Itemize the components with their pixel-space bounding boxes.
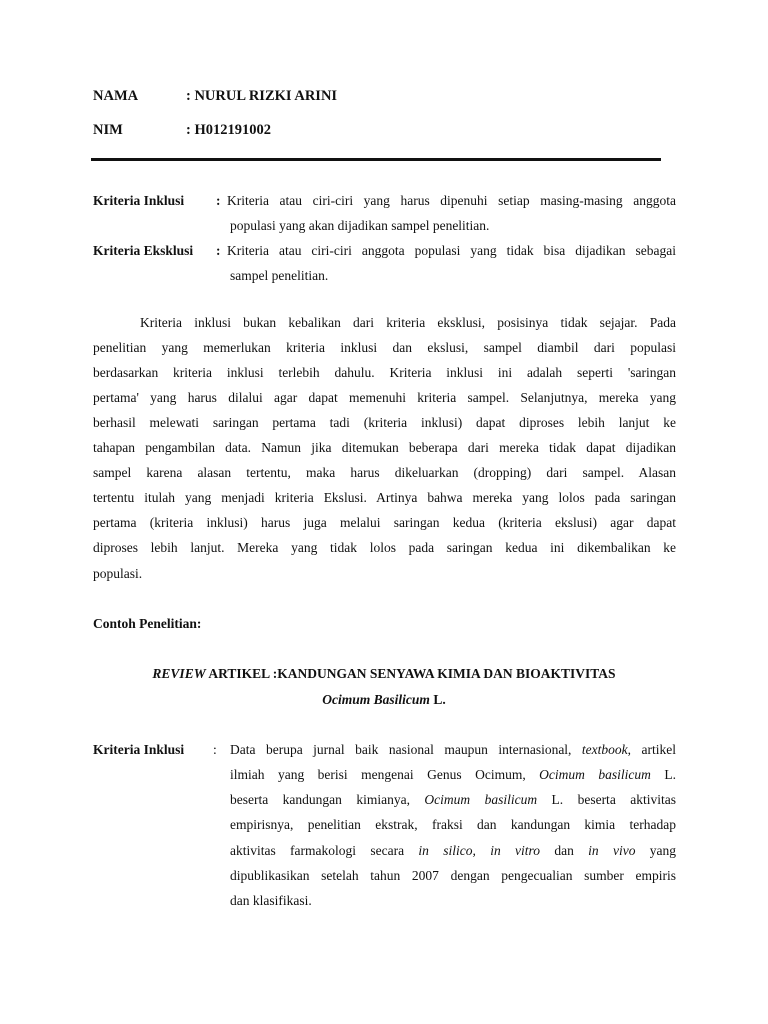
text-run: ilmiah yang berisi mengenai Genus Ocimum, bbox=[230, 767, 540, 782]
paragraph-line: penelitian yang memerlukan kriteria inklusi dan ekslusi, sampel diambil dari populasi bbox=[93, 340, 676, 355]
text-run: yang bbox=[635, 843, 677, 858]
example-heading: Contoh Penelitian: bbox=[93, 616, 202, 631]
header-divider bbox=[91, 158, 661, 161]
review-title-rest: ARTIKEL :KANDUNGAN SENYAWA KIMIA DAN BIOAKTIVITAS bbox=[205, 666, 616, 681]
paragraph-line-last: populasi. bbox=[93, 566, 143, 581]
nama-label: NAMA bbox=[93, 88, 139, 104]
text-run: Data berupa jurnal baik nasional maupun internasional, bbox=[230, 742, 582, 757]
nim-value: : H012191002 bbox=[186, 122, 271, 138]
example-line-7: dan klasifikasi. bbox=[230, 893, 312, 908]
review-title-italic: REVIEW bbox=[152, 666, 206, 681]
nim-label: NIM bbox=[93, 122, 123, 138]
def-inklusi-line-1: Kriteria atau ciri-ciri yang harus dipenuhi setiap masing-masing anggota bbox=[227, 193, 676, 208]
text-run: aktivitas farmakologi secara bbox=[230, 843, 419, 858]
example-line-4: empirisnya, penelitian ekstrak, fraksi dan kandungan kimia terhadap bbox=[230, 817, 676, 832]
example-inklusi-colon: : bbox=[213, 742, 217, 757]
text-run-italic: Ocimum basilicum bbox=[539, 767, 651, 782]
text-run: L. bbox=[650, 767, 676, 782]
review-subtitle-rest: L. bbox=[429, 692, 446, 707]
text-run-italic: in vitro bbox=[490, 843, 541, 858]
paragraph-line: pertama' yang harus dilalui agar dapat memenuhi kriteria sampel. Selanjutnya, mereka yang bbox=[93, 390, 676, 405]
text-run: L. beserta aktivitas bbox=[537, 792, 676, 807]
example-line-6: dipublikasikan setelah tahun 2007 dengan pengecualian sumber empiris bbox=[230, 868, 676, 883]
def-eksklusi-line-1: Kriteria atau ciri-ciri anggota populasi yang tidak bisa dijadikan sebagai bbox=[227, 243, 676, 258]
example-line-1 bbox=[230, 742, 676, 758]
text-run: , artikel bbox=[627, 742, 676, 757]
def-inklusi-colon: : bbox=[216, 193, 221, 208]
paragraph-line: berhasil melewati saringan pertama tadi (kriteria inklusi) dapat diproses lebih lanjut ke bbox=[93, 415, 676, 430]
text-run-italic: in silico, bbox=[418, 843, 476, 858]
def-inklusi-label: Kriteria Inklusi bbox=[93, 193, 185, 208]
def-eksklusi-colon: : bbox=[216, 243, 221, 258]
example-inklusi-label: Kriteria Inklusi bbox=[93, 742, 185, 757]
def-eksklusi-line-2: sampel penelitian. bbox=[230, 268, 329, 283]
example-line-5 bbox=[230, 843, 676, 859]
example-line-2 bbox=[230, 767, 676, 783]
text-run-italic: textbook bbox=[581, 742, 628, 757]
nama-value: : NURUL RIZKI ARINI bbox=[186, 88, 338, 104]
review-title bbox=[0, 666, 768, 682]
paragraph-line: tertentu itulah yang menjadi kriteria Ekslusi. Artinya bahwa mereka yang lolos pada saringan bbox=[93, 490, 676, 505]
text-run-italic: in vivo bbox=[588, 843, 636, 858]
text-run: beserta kandungan kimianya, bbox=[230, 792, 425, 807]
paragraph-line: diproses lebih lanjut. Mereka yang tidak lolos pada saringan kedua ini dikembalikan ke bbox=[93, 540, 676, 555]
def-eksklusi-label: Kriteria Eksklusi bbox=[93, 243, 194, 258]
text-run-italic: Ocimum basilicum bbox=[424, 792, 538, 807]
paragraph-line: sampel karena alasan tertentu, maka harus dikeluarkan (dropping) dari sampel. Alasan bbox=[93, 465, 676, 480]
def-inklusi-line-2: populasi yang akan dijadikan sampel penelitian. bbox=[230, 218, 490, 233]
paragraph-line: pertama (kriteria inklusi) harus juga melalui saringan kedua (kriteria ekslusi) agar dapat bbox=[93, 515, 676, 530]
paragraph-line: Kriteria inklusi bukan kebalikan dari kriteria eksklusi, posisinya tidak sejajar. Pada bbox=[140, 315, 676, 330]
paragraph-line: berdasarkan kriteria inklusi terlebih dahulu. Kriteria inklusi ini adalah seperti 'saringan bbox=[93, 365, 676, 380]
paragraph-line: tahapan pengambilan data. Namun jika ditemukan beberapa dari mereka tidak dapat dijadikan bbox=[93, 440, 676, 455]
review-subtitle bbox=[0, 692, 768, 708]
text-run: dan bbox=[540, 843, 589, 858]
text-run bbox=[476, 843, 490, 858]
example-line-3 bbox=[230, 792, 676, 808]
review-subtitle-italic: Ocimum Basilicum bbox=[322, 692, 430, 707]
